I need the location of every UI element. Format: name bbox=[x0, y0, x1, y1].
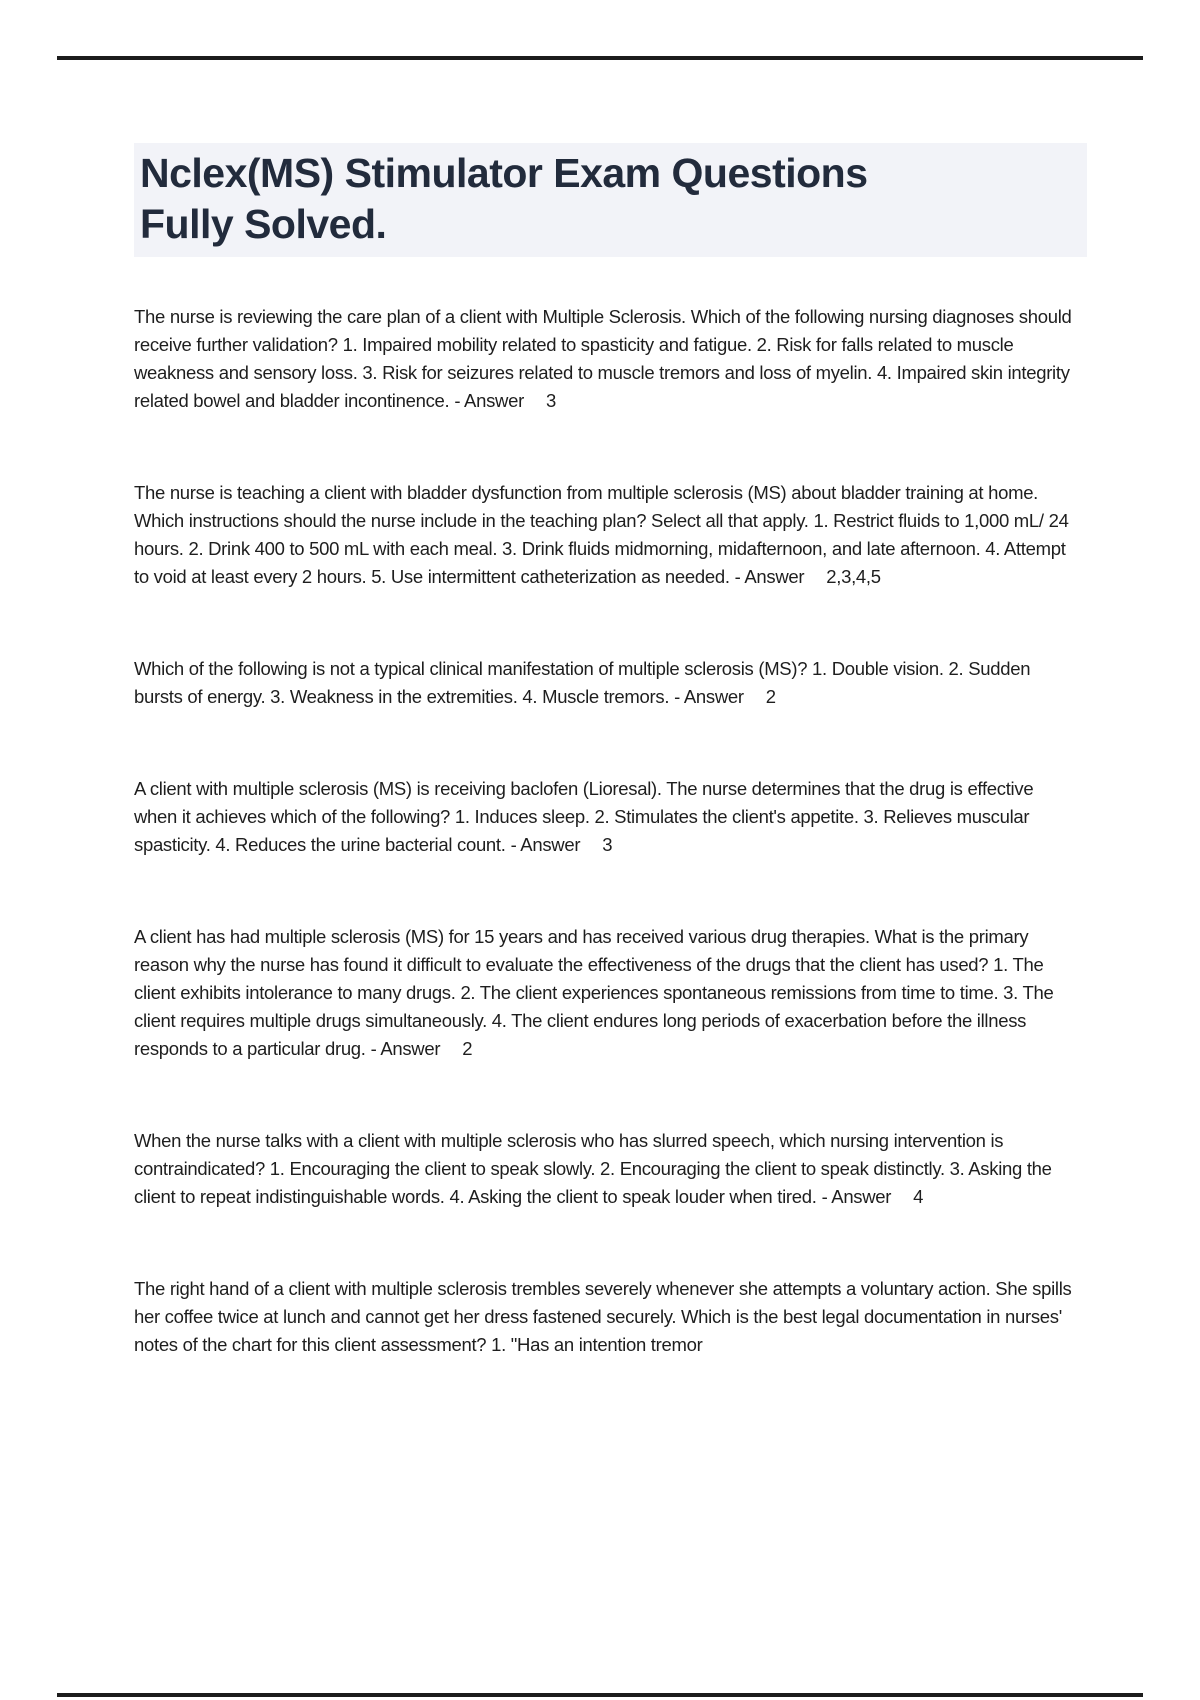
answer-label: - Answer bbox=[370, 1038, 441, 1059]
qa-paragraph bbox=[134, 923, 1079, 1063]
content-column bbox=[134, 143, 1087, 1359]
document-title-line: Nclex(MS) Stimulator Exam Questions bbox=[140, 150, 868, 196]
answer-value: 3 bbox=[602, 834, 613, 855]
answer-value: 2 bbox=[462, 1038, 473, 1059]
document-title-line: Fully Solved. bbox=[140, 201, 387, 247]
document-title bbox=[134, 143, 1087, 257]
question-text: The right hand of a client with multiple sclerosis trembles severely whenever she attempts a voluntary action. She spills her coffee twice at lunch and cannot get her dress fastened securely. Which is the best legal documentation in nurses' notes of the chart for this client assessment? 1. "Has an intention tremor bbox=[134, 1278, 1072, 1355]
qa-paragraph bbox=[134, 655, 1079, 711]
answer-label: - Answer bbox=[674, 686, 744, 707]
answer-value: 2 bbox=[765, 686, 776, 707]
answer-label: - Answer bbox=[510, 834, 581, 855]
qa-paragraph bbox=[134, 775, 1079, 859]
question-text: Which of the following is not a typical clinical manifestation of multiple sclerosis (MS)? 1. Double vision. 2. Sudden bursts of energy. 3. Weakness in the extremities. 4. Muscle tremors. bbox=[134, 658, 1031, 707]
qa-paragraph bbox=[134, 479, 1079, 591]
answer-label: - Answer bbox=[821, 1186, 892, 1207]
question-text: A client with multiple sclerosis (MS) is receiving baclofen (Lioresal). The nurse determines that the drug is effective when it achieves which of the following? 1. Induces sleep. 2. Stimulates the client's appetite. 3. Relieves muscular spasticity. 4. Reduces the urine bacterial count. bbox=[134, 778, 1034, 855]
question-text: The nurse is teaching a client with bladder dysfunction from multiple sclerosis (MS) about bladder training at home. Which instructions should the nurse include in the teaching plan? Select all that apply. 1. Restrict fluids to 1,000 mL/ 24 hours. 2. Drink 400 to 500 mL with each meal. 3. Drink fluids midmorning, midafternoon, and late afternoon. 4. Attempt to void at least every 2 hours. 5. Use intermittent catheterization as needed. bbox=[134, 482, 1069, 587]
answer-label: - Answer bbox=[734, 566, 805, 587]
qa-paragraph bbox=[134, 303, 1079, 415]
question-text: A client has had multiple sclerosis (MS) for 15 years and has received various drug therapies. What is the primary reason why the nurse has found it difficult to evaluate the effectiveness of the drugs that the client has used? 1. The client exhibits intolerance to many drugs. 2. The client experiences spontaneous remissions from time to time. 3. The client requires multiple drugs simultaneously. 4. The client endures long periods of exacerbation before the illness responds to a particular drug. bbox=[134, 926, 1054, 1059]
qa-list bbox=[134, 303, 1087, 1359]
qa-paragraph bbox=[134, 1127, 1079, 1211]
answer-value: 4 bbox=[913, 1186, 924, 1207]
question-text: The nurse is reviewing the care plan of a client with Multiple Sclerosis. Which of the following nursing diagnoses should receive further validation? 1. Impaired mobility related to spasticity and fatigue. 2. Risk for falls related to muscle weakness and sensory loss. 3. Risk for seizures related to muscle tremors and loss of myelin. 4. Impaired skin integrity related bowel and bladder incontinence. bbox=[134, 306, 1072, 411]
answer-value: 3 bbox=[545, 390, 556, 411]
bottom-rule bbox=[57, 1693, 1143, 1697]
answer-value: 2,3,4,5 bbox=[826, 566, 881, 587]
qa-paragraph bbox=[134, 1275, 1079, 1359]
answer-label: - Answer bbox=[454, 390, 524, 411]
top-rule bbox=[57, 56, 1143, 60]
question-text: When the nurse talks with a client with multiple sclerosis who has slurred speech, which nursing intervention is contraindicated? 1. Encouraging the client to speak slowly. 2. Encouraging the client to speak distinctly. 3. Asking the client to repeat indistinguishable words. 4. Asking the client to speak louder when tired. bbox=[134, 1130, 1052, 1207]
